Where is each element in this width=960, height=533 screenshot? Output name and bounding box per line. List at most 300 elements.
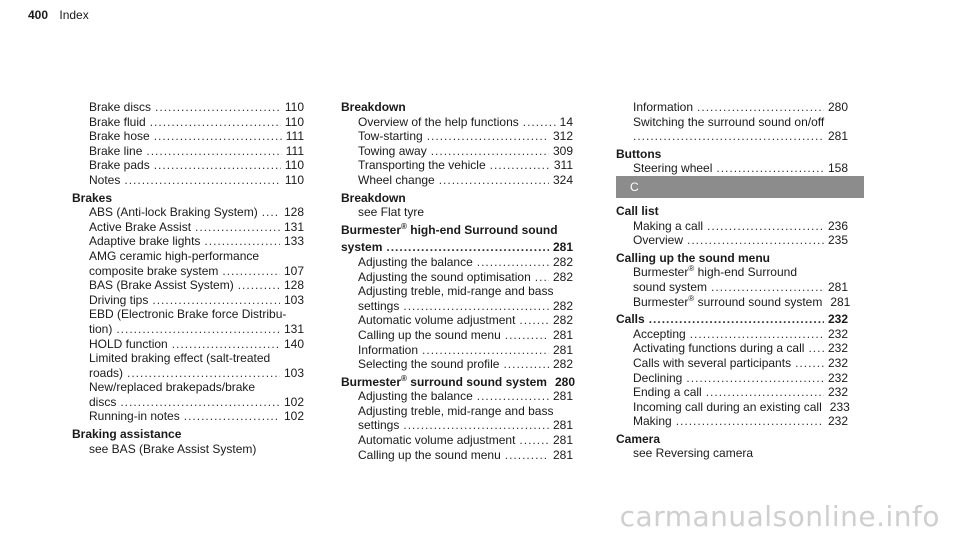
entry-label <box>616 147 661 162</box>
entry-label <box>633 356 791 371</box>
index-entry <box>72 395 304 410</box>
index-heading <box>616 312 848 327</box>
page-reference: 282 <box>552 313 573 328</box>
entry-text: Burmester <box>341 222 402 237</box>
entry-label <box>633 400 822 415</box>
entry-label <box>633 385 702 400</box>
dot-leader <box>649 312 824 327</box>
index-entry <box>341 115 573 130</box>
entry-text-rest: surround sound system <box>406 374 547 389</box>
page-reference: 281 <box>830 294 851 309</box>
dot-leader <box>172 337 280 352</box>
index-entry <box>72 205 304 220</box>
index-entry <box>616 233 848 248</box>
entry-label <box>616 204 659 219</box>
index-entry <box>616 446 848 461</box>
entry-label <box>358 418 399 433</box>
entry-label <box>89 322 112 337</box>
entry-label <box>358 389 473 404</box>
page-reference: 232 <box>827 341 848 356</box>
entry-text: Declining <box>633 370 683 385</box>
entry-label <box>633 115 824 130</box>
entry-label <box>358 357 499 372</box>
entry-text: composite brake system <box>89 263 219 278</box>
dot-leader <box>403 418 549 433</box>
dot-leader <box>697 100 824 115</box>
page-reference: 232 <box>827 355 848 370</box>
entry-label <box>341 240 382 255</box>
entry-label <box>89 234 200 249</box>
dot-leader <box>505 448 549 463</box>
dot-leader <box>120 395 280 410</box>
dot-leader <box>633 129 824 144</box>
dot-leader <box>386 240 549 255</box>
entry-label <box>358 255 473 270</box>
entry-text: see BAS (Brake Assist System) <box>89 441 257 456</box>
index-entry <box>72 366 304 381</box>
entry-label <box>89 205 258 220</box>
entry-text: settings <box>358 298 400 313</box>
dot-leader <box>431 144 549 159</box>
page-reference: 282 <box>552 269 573 284</box>
index-entry <box>616 265 848 280</box>
entry-text: Calls with several participants <box>633 355 792 370</box>
dot-leader <box>707 219 824 234</box>
page-reference: 107 <box>283 263 304 278</box>
page-reference: 312 <box>552 129 573 144</box>
entry-label <box>358 115 519 130</box>
page-reference: 131 <box>283 321 304 336</box>
entry-label <box>358 313 515 328</box>
entry-text: Switching the surround sound on/off <box>633 114 825 129</box>
page-reference: 128 <box>283 205 304 220</box>
index-entry <box>72 144 304 159</box>
entry-text: Camera <box>616 431 661 446</box>
entry-text: Calls <box>616 312 645 327</box>
index-heading <box>341 223 573 238</box>
page-reference: 281 <box>552 327 573 342</box>
entry-label <box>358 284 553 299</box>
entry-text: Adjusting the sound optimisation <box>358 269 531 284</box>
page-reference: 232 <box>827 385 848 400</box>
dot-leader <box>505 328 549 343</box>
entry-label <box>89 307 286 322</box>
dot-leader <box>503 357 549 372</box>
page-reference: 282 <box>552 298 573 313</box>
index-heading <box>341 375 573 390</box>
entry-label <box>89 173 120 188</box>
entry-text: Breakdown <box>341 100 406 114</box>
dot-leader <box>184 409 280 424</box>
entry-text: discs <box>89 394 117 409</box>
entry-text-rest: high-end Surround <box>694 265 798 280</box>
index-entry <box>341 284 573 299</box>
entry-text: Brake hose <box>89 129 150 144</box>
dot-leader <box>523 115 556 130</box>
registered-mark: ® <box>688 264 695 274</box>
dot-leader <box>262 205 280 220</box>
entry-text: Making <box>633 414 672 429</box>
entry-text: Calling up the sound menu <box>358 447 501 462</box>
section-title: Index <box>59 8 89 22</box>
entry-text: Tow-starting <box>358 129 423 144</box>
entry-text: EBD (Electronic Brake force Distribu- <box>89 307 287 322</box>
index-heading <box>341 100 573 115</box>
index-entry <box>616 115 848 130</box>
index-entry <box>616 129 848 144</box>
entry-text-rest: high-end Surround sound <box>406 222 558 237</box>
page-reference: 281 <box>552 240 573 255</box>
index-heading <box>616 432 848 447</box>
entry-text: Overview of the help functions <box>358 114 519 129</box>
index-entry <box>72 249 304 264</box>
page-reference: 233 <box>829 399 850 414</box>
entry-label <box>358 205 424 220</box>
index-entry <box>616 414 848 429</box>
entry-text: Driving tips <box>89 292 149 307</box>
entry-label <box>89 220 191 235</box>
index-entry <box>72 234 304 249</box>
index-entry <box>72 380 304 395</box>
index-heading <box>72 191 304 206</box>
page-reference: 14 <box>559 114 573 129</box>
entry-text: Burmester <box>633 294 689 309</box>
entry-text: Buttons <box>616 146 662 161</box>
page-reference: 235 <box>827 233 848 248</box>
entry-label <box>72 427 181 442</box>
index-entry <box>72 322 304 337</box>
page-reference: 281 <box>552 433 573 448</box>
index-entry <box>341 313 573 328</box>
entry-label <box>358 158 486 173</box>
index-entry <box>72 129 304 144</box>
dot-leader <box>808 341 824 356</box>
index-entry <box>341 357 573 372</box>
page-reference: 281 <box>552 418 573 433</box>
dot-leader <box>427 129 549 144</box>
page-reference: 110 <box>284 172 304 187</box>
page-reference: 140 <box>283 336 304 351</box>
dot-leader <box>204 234 280 249</box>
entry-label <box>89 442 256 457</box>
entry-text: Towing away <box>358 143 427 158</box>
index-column-1 <box>72 100 304 456</box>
entry-text: Steering wheel <box>633 161 713 176</box>
page-reference: 131 <box>283 219 304 234</box>
page-reference: 232 <box>827 414 848 429</box>
dot-leader <box>403 299 549 314</box>
dot-leader <box>519 313 549 328</box>
registered-mark: ® <box>401 373 407 383</box>
index-entry <box>72 115 304 130</box>
dot-leader <box>152 293 280 308</box>
entry-label <box>72 191 112 206</box>
index-heading <box>616 204 848 219</box>
dot-leader <box>127 366 280 381</box>
index-entry <box>616 280 848 295</box>
index-entry <box>72 409 304 424</box>
entry-text-rest: surround sound system <box>694 294 823 309</box>
index-entry <box>616 356 848 371</box>
index-entry <box>616 100 848 115</box>
index-entry <box>341 158 573 173</box>
entry-label <box>89 337 168 352</box>
dot-leader <box>222 264 280 279</box>
index-entry <box>341 255 573 270</box>
index-entry <box>72 442 304 457</box>
dot-leader <box>535 270 549 285</box>
dot-leader <box>439 173 549 188</box>
index-entry <box>341 144 573 159</box>
index-entry <box>341 270 573 285</box>
entry-text: Adjusting treble, mid-range and bass <box>358 403 554 418</box>
entry-label <box>89 293 148 308</box>
entry-text: Breakdown <box>341 190 406 205</box>
entry-label <box>358 129 423 144</box>
dot-leader <box>795 356 824 371</box>
page-reference: 232 <box>827 370 848 385</box>
entry-text: see Flat tyre <box>358 205 425 220</box>
entry-text: Information <box>358 342 419 357</box>
entry-text: Automatic volume adjustment <box>358 433 516 448</box>
page-reference: 281 <box>552 389 573 404</box>
entry-label <box>633 371 682 386</box>
dot-leader <box>676 414 824 429</box>
entry-label <box>358 328 501 343</box>
index-column-3 <box>616 100 851 461</box>
entry-label <box>358 404 553 419</box>
entry-label <box>616 251 770 266</box>
dot-leader <box>154 129 282 144</box>
entry-label <box>89 115 146 130</box>
registered-mark: ® <box>688 293 695 303</box>
entry-text: Automatic volume adjustment <box>358 313 516 328</box>
entry-text: Incoming call during an existing call <box>633 399 822 414</box>
page-reference: 280 <box>554 374 575 389</box>
entry-text: Call list <box>616 203 659 218</box>
entry-text: Brake fluid <box>89 114 146 129</box>
entry-label <box>341 375 547 390</box>
dot-leader <box>195 220 280 235</box>
dot-leader <box>116 322 280 337</box>
entry-text: Overview <box>633 233 684 248</box>
entry-label <box>89 144 142 159</box>
page-reference: 111 <box>285 129 304 144</box>
entry-text: settings <box>358 418 400 433</box>
entry-text: Making a call <box>633 218 704 233</box>
index-entry <box>616 385 848 400</box>
page-reference: 281 <box>552 447 573 462</box>
index-entry <box>341 299 573 314</box>
index-entry <box>616 341 848 356</box>
dot-leader <box>124 173 281 188</box>
entry-label <box>358 433 515 448</box>
entry-text: Activating functions during a call <box>633 341 805 356</box>
dot-leader <box>155 100 281 115</box>
page-reference: 309 <box>552 143 573 158</box>
entry-text: Accepting <box>633 326 686 341</box>
entry-text: Adjusting the balance <box>358 254 473 269</box>
index-entry <box>341 404 573 419</box>
entry-label <box>89 100 151 115</box>
entry-text: Running-in notes <box>89 409 180 424</box>
index-entry <box>616 161 848 176</box>
entry-text: Brake pads <box>89 158 150 173</box>
page-reference: 102 <box>283 394 304 409</box>
entry-label <box>616 312 645 327</box>
page-reference: 282 <box>552 357 573 372</box>
entry-label <box>633 219 703 234</box>
index-heading <box>341 191 573 206</box>
index-heading <box>341 240 573 255</box>
page-reference: 282 <box>552 254 573 269</box>
entry-label <box>358 173 435 188</box>
entry-text: BAS (Brake Assist System) <box>89 278 234 293</box>
index-entry <box>72 158 304 173</box>
dot-leader <box>711 280 824 295</box>
entry-label <box>616 432 660 447</box>
index-entry <box>616 327 848 342</box>
entry-label <box>358 144 427 159</box>
page-reference: 311 <box>553 158 573 173</box>
entry-text: Calling up the sound menu <box>358 327 501 342</box>
page-reference: 102 <box>283 409 304 424</box>
entry-label <box>89 129 150 144</box>
page-reference: 133 <box>283 234 304 249</box>
dot-leader <box>146 144 281 159</box>
entry-text: roads) <box>89 365 124 380</box>
index-entry <box>72 264 304 279</box>
entry-text: sound system <box>633 279 708 294</box>
index-heading <box>72 427 304 442</box>
entry-text: Transporting the vehicle <box>358 158 486 173</box>
index-entry <box>341 328 573 343</box>
entry-label <box>633 233 683 248</box>
index-entry <box>616 219 848 234</box>
page-reference: 281 <box>552 342 573 357</box>
entry-text: Limited braking effect (salt-treated <box>89 351 271 366</box>
entry-label <box>89 366 123 381</box>
page-reference: 103 <box>283 292 304 307</box>
entry-text: Adjusting the balance <box>358 389 473 404</box>
index-heading <box>616 147 848 162</box>
entry-text: Brake line <box>89 143 143 158</box>
entry-text: HOLD function <box>89 336 168 351</box>
entry-text: Burmester <box>341 374 402 389</box>
entry-label <box>633 341 804 356</box>
index-entry <box>341 418 573 433</box>
entry-text: New/replaced brakepads/brake <box>89 380 256 395</box>
index-entry <box>341 448 573 463</box>
entry-label <box>358 299 399 314</box>
dot-leader <box>154 158 281 173</box>
entry-text: Burmester <box>633 265 689 280</box>
page-reference: 280 <box>827 100 848 114</box>
index-entry <box>341 173 573 188</box>
entry-text: Wheel change <box>358 172 435 187</box>
entry-label <box>358 270 531 285</box>
page-number: 400 <box>28 8 49 22</box>
dot-leader <box>490 158 550 173</box>
entry-text: Adaptive brake lights <box>89 234 201 249</box>
entry-label <box>89 249 259 264</box>
registered-mark: ® <box>401 221 407 231</box>
entry-label <box>633 327 686 342</box>
entry-text: Active Brake Assist <box>89 219 192 234</box>
dot-leader <box>686 371 824 386</box>
page-reference: 324 <box>552 172 573 187</box>
index-entry <box>616 371 848 386</box>
entry-label <box>633 161 712 176</box>
page-reference: 111 <box>285 143 304 158</box>
index-entry <box>341 343 573 358</box>
dot-leader <box>519 433 549 448</box>
entry-label <box>89 380 255 395</box>
index-entry <box>72 351 304 366</box>
entry-label <box>89 264 218 279</box>
page-reference: 158 <box>827 161 848 176</box>
index-entry <box>72 173 304 188</box>
entry-text: Ending a call <box>633 385 702 400</box>
entry-label <box>341 223 558 238</box>
index-entry <box>72 220 304 235</box>
index-entry <box>72 100 304 115</box>
index-entry <box>72 278 304 293</box>
page-reference: 128 <box>283 278 304 293</box>
entry-text: ABS (Anti-lock Braking System) <box>89 205 258 220</box>
entry-label <box>89 158 150 173</box>
entry-text: Calling up the sound menu <box>616 250 770 265</box>
watermark: carmanualsonline.info <box>619 500 940 533</box>
index-entry <box>72 293 304 308</box>
index-entry <box>72 307 304 322</box>
entry-label <box>341 100 406 115</box>
entry-label <box>633 100 693 115</box>
dot-leader <box>238 278 280 293</box>
page-reference: 281 <box>827 279 848 294</box>
index-entry <box>341 389 573 404</box>
index-entry <box>616 293 851 310</box>
dot-leader <box>477 389 549 404</box>
entry-label <box>358 448 501 463</box>
entry-text: Adjusting treble, mid-range and bass <box>358 284 554 299</box>
index-entry <box>341 129 573 144</box>
section-letter: C <box>616 176 864 198</box>
index-entry <box>341 433 573 448</box>
entry-text: tion) <box>89 321 113 336</box>
page-reference: 236 <box>827 218 848 233</box>
entry-label <box>358 343 418 358</box>
entry-text: Selecting the sound profile <box>358 357 500 372</box>
page-reference: 232 <box>827 312 848 327</box>
page-reference: 103 <box>283 365 304 380</box>
entry-text: Brake discs <box>89 100 152 114</box>
entry-label <box>89 278 234 293</box>
dot-leader <box>150 115 281 130</box>
dot-leader <box>422 343 549 358</box>
page-reference: 110 <box>284 158 304 173</box>
page-reference: 232 <box>827 326 848 341</box>
entry-text: see Reversing camera <box>633 446 754 461</box>
dot-leader <box>706 385 824 400</box>
index-entry <box>72 337 304 352</box>
index-heading <box>616 251 848 266</box>
entry-label <box>341 191 406 206</box>
page-header <box>28 8 89 23</box>
entry-text: Information <box>633 100 694 114</box>
dot-leader <box>716 161 824 176</box>
entry-text: system <box>341 240 383 255</box>
